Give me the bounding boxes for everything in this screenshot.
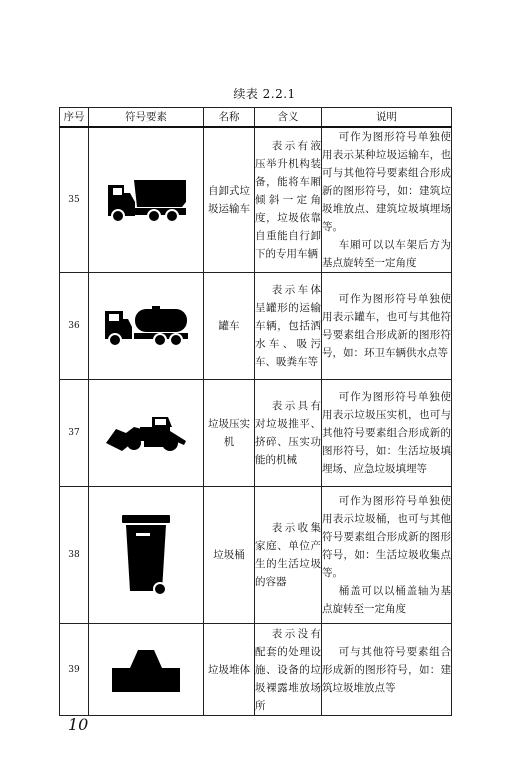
table-row bbox=[60, 487, 452, 624]
row-description bbox=[322, 380, 452, 487]
row-number: 39 bbox=[60, 624, 89, 716]
meaning-text: 表示具有对垃圾推平、挤碎、压实功能的机械 bbox=[255, 400, 321, 466]
meaning-text: 表示有液压举升机构装备，能将车厢倾斜一定角度，垃圾依靠自重能自行卸下的专用车辆 bbox=[255, 140, 321, 260]
description-text: 可作为图形符号单独使用表示垃圾压实机，也可与其他符号要素组合形成新的图形符号，如：生活垃圾填埋场、应急垃圾填埋等 bbox=[322, 391, 451, 475]
row-number: 35 bbox=[60, 127, 89, 273]
row-meaning bbox=[255, 487, 322, 624]
row-number: 37 bbox=[60, 380, 89, 487]
description-text: 可作为图形符号单独使用表示某种垃圾运输车，也可与其他符号要素组合形成新的图形符号，如：建筑垃圾堆放点、建筑垃圾填埋场等。 bbox=[322, 131, 451, 233]
row-description bbox=[322, 487, 452, 624]
meaning-text: 表示没有配套的处理设施、设备的垃圾裸露堆放场所 bbox=[255, 627, 321, 712]
dump-truck-icon bbox=[104, 177, 188, 223]
description-text: 可作为图形符号单独使用表示垃圾桶，也可与其他符号要素组合形成新的图形符号，如：生活垃圾收集点等。 bbox=[322, 495, 451, 579]
row-name: 垃圾压实机 bbox=[204, 380, 255, 487]
description-text: 可与其他符号要素组合形成新的图形符号，如：建筑垃圾堆放点等 bbox=[322, 645, 451, 694]
wheelie-bin-icon bbox=[118, 513, 174, 597]
meaning-text: 表示车体呈罐形的运输车辆，包括洒水车、吸污车、吸粪车等 bbox=[255, 284, 321, 368]
table-row bbox=[60, 624, 452, 716]
row-number: 36 bbox=[60, 273, 89, 380]
table-row bbox=[60, 127, 452, 273]
table-caption: 续表 2.2.1 bbox=[233, 87, 296, 101]
row-meaning bbox=[255, 624, 322, 716]
table-row bbox=[60, 380, 452, 487]
page-number: 10 bbox=[68, 715, 89, 734]
table-row bbox=[60, 273, 452, 380]
header-symbol: 符号要素 bbox=[89, 108, 204, 128]
header-num: 序号 bbox=[60, 108, 89, 128]
row-meaning bbox=[255, 127, 322, 273]
row-description bbox=[322, 273, 452, 380]
row-number: 38 bbox=[60, 487, 89, 624]
tanker-truck-icon bbox=[102, 305, 190, 347]
header-description: 说明 bbox=[322, 108, 452, 128]
row-name: 自卸式垃圾运输车 bbox=[204, 127, 255, 273]
waste-heap-icon bbox=[110, 648, 182, 692]
table-header-row bbox=[60, 108, 452, 128]
compactor-icon bbox=[104, 413, 188, 453]
row-name: 垃圾桶 bbox=[204, 487, 255, 624]
meaning-text: 表示收集家庭、单位产生的生活垃圾的容器 bbox=[255, 522, 321, 588]
header-meaning: 含义 bbox=[255, 108, 322, 128]
row-name: 罐车 bbox=[204, 273, 255, 380]
description-note: 车厢可以以车架后方为基点旋转至一定角度 bbox=[322, 239, 451, 269]
symbol-table bbox=[59, 107, 452, 716]
row-meaning bbox=[255, 380, 322, 487]
row-description bbox=[322, 127, 452, 273]
row-name: 垃圾堆体 bbox=[204, 624, 255, 716]
header-name: 名称 bbox=[204, 108, 255, 128]
description-text: 可作为图形符号单独使用表示罐车，也可与其他符号要素组合形成新的图形符号，如：环卫车辆供水点等 bbox=[322, 293, 451, 359]
row-meaning bbox=[255, 273, 322, 380]
row-description bbox=[322, 624, 452, 716]
description-note: 桶盖可以以桶盖轴为基点旋转至一定角度 bbox=[322, 585, 451, 615]
